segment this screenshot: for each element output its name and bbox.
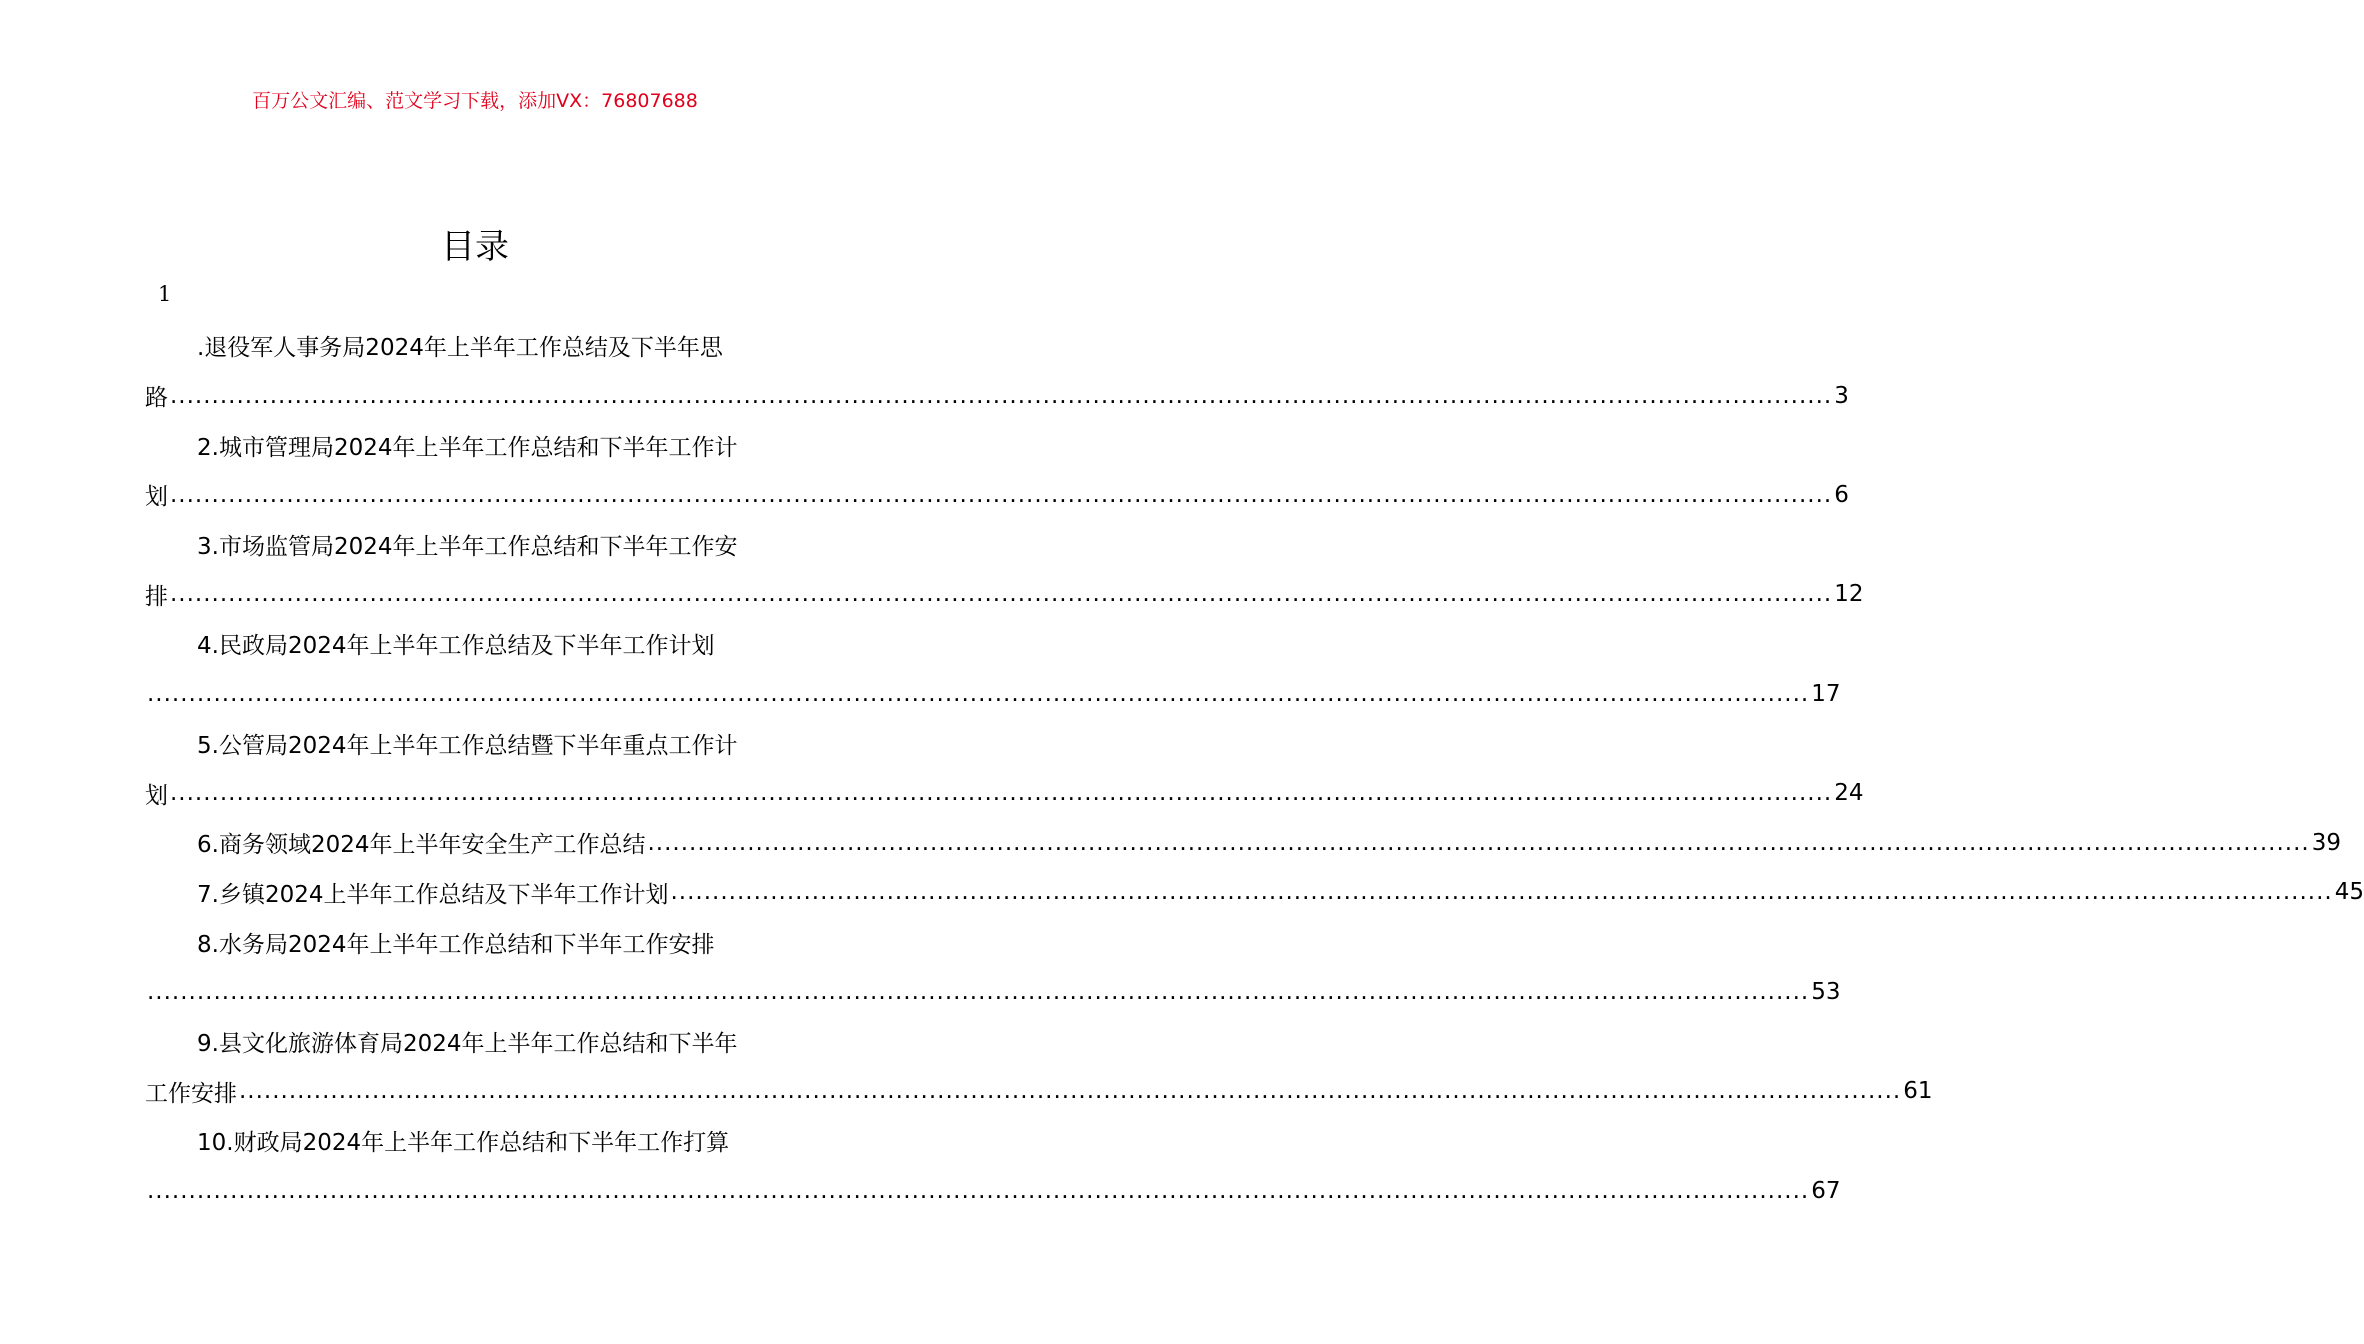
dot-leader: ........................................................................................................................................................................................................ xyxy=(147,1177,1810,1204)
toc-entry-leader-line xyxy=(145,768,1864,818)
toc-entry-title-continued: 排 xyxy=(145,583,168,610)
dot-leader: ........................................................................................................................................................................................................ xyxy=(147,978,1810,1005)
toc-entry-title: .退役军人事务局2024年上半年工作总结及下半年思 xyxy=(197,335,723,362)
toc-entry-title: 4.民政局2024年上半年工作总结及下半年工作计划 xyxy=(197,633,715,660)
toc-entry-leader-line xyxy=(145,818,2341,868)
table-of-contents xyxy=(145,321,2364,1215)
toc-entry-title-line xyxy=(145,619,806,669)
toc-entry-title: 7.乡镇2024上半年工作总结及下半年工作计划 xyxy=(197,881,669,908)
watermark-note: 百万公文汇编、范文学习下载，添加VX：76807688 xyxy=(252,90,698,112)
toc-entry-page: 61 xyxy=(1903,1078,1933,1105)
toc-entry[interactable] xyxy=(145,1017,1933,1116)
toc-entry-title: 10.财政局2024年上半年工作总结和下半年工作打算 xyxy=(197,1130,730,1157)
toc-entry[interactable] xyxy=(145,719,1864,818)
toc-entry[interactable] xyxy=(145,868,2364,918)
toc-entry[interactable] xyxy=(145,420,1849,519)
toc-entry-page: 53 xyxy=(1811,978,1841,1005)
toc-entry-leader-line xyxy=(145,569,1864,619)
toc-entry[interactable] xyxy=(145,917,1841,1016)
toc-entry-page: 45 xyxy=(2334,879,2364,906)
toc-entry-page: 3 xyxy=(1834,382,1849,409)
toc-entry-leader-line xyxy=(145,1166,1841,1216)
toc-entry-title: 9.县文化旅游体育局2024年上半年工作总结和下半年 xyxy=(197,1030,738,1057)
dot-leader: ........................................................................................................................................................................................................ xyxy=(647,829,2310,856)
toc-entry-title-line xyxy=(145,917,806,967)
toc-entry-page: 12 xyxy=(1834,581,1864,608)
toc-entry-title-continued: 划 xyxy=(145,484,168,511)
toc-entry[interactable] xyxy=(145,619,1841,718)
toc-entry-title: 2.城市管理局2024年上半年工作总结和下半年工作计 xyxy=(197,434,738,461)
toc-entry-title-line xyxy=(145,420,806,470)
toc-entry-title: 8.水务局2024年上半年工作总结和下半年工作安排 xyxy=(197,931,715,958)
dot-leader: ........................................................................................................................................................................................................ xyxy=(147,680,1810,707)
toc-entry-title-line xyxy=(145,520,806,570)
toc-entry[interactable] xyxy=(145,1116,1841,1215)
toc-entry-title-line xyxy=(145,719,806,769)
toc-entry-leader-line xyxy=(145,470,1849,520)
toc-entry[interactable] xyxy=(145,520,1864,619)
toc-entry-leader-line xyxy=(145,868,2364,918)
dot-leader: ........................................................................................................................................................................................................ xyxy=(170,481,1833,508)
toc-entry-leader-line xyxy=(145,1066,1933,1116)
toc-entry[interactable] xyxy=(145,321,1849,420)
toc-entry[interactable] xyxy=(145,818,2341,868)
toc-entry-page: 24 xyxy=(1834,780,1864,807)
toc-entry-leader-line xyxy=(145,669,1841,719)
toc-entry-page: 6 xyxy=(1834,481,1849,508)
dot-leader: ........................................................................................................................................................................................................ xyxy=(239,1078,1902,1105)
dot-leader: ........................................................................................................................................................................................................ xyxy=(170,780,1833,807)
dot-leader: ........................................................................................................................................................................................................ xyxy=(670,879,2333,906)
toc-entry-title-continued: 划 xyxy=(145,782,168,809)
stray-number: 1 xyxy=(158,282,172,306)
toc-entry-title-line xyxy=(145,321,806,371)
toc-entry-leader-line xyxy=(145,371,1849,421)
toc-entry-title-line xyxy=(145,1017,806,1067)
page-title: 目录 xyxy=(441,227,509,267)
toc-entry-title: 5.公管局2024年上半年工作总结暨下半年重点工作计 xyxy=(197,732,738,759)
toc-entry-title-continued: 路 xyxy=(145,385,168,412)
toc-entry-title: 3.市场监管局2024年上半年工作总结和下半年工作安 xyxy=(197,534,738,561)
toc-entry-page: 39 xyxy=(2311,829,2341,856)
toc-entry-page: 67 xyxy=(1811,1177,1841,1204)
toc-entry-title: 6.商务领域2024年上半年安全生产工作总结 xyxy=(197,832,646,859)
toc-entry-page: 17 xyxy=(1811,680,1841,707)
dot-leader: ........................................................................................................................................................................................................ xyxy=(170,581,1833,608)
toc-entry-leader-line xyxy=(145,967,1841,1017)
toc-entry-title-line xyxy=(145,1116,806,1166)
dot-leader: ........................................................................................................................................................................................................ xyxy=(170,382,1833,409)
toc-entry-title-continued: 工作安排 xyxy=(145,1080,237,1107)
